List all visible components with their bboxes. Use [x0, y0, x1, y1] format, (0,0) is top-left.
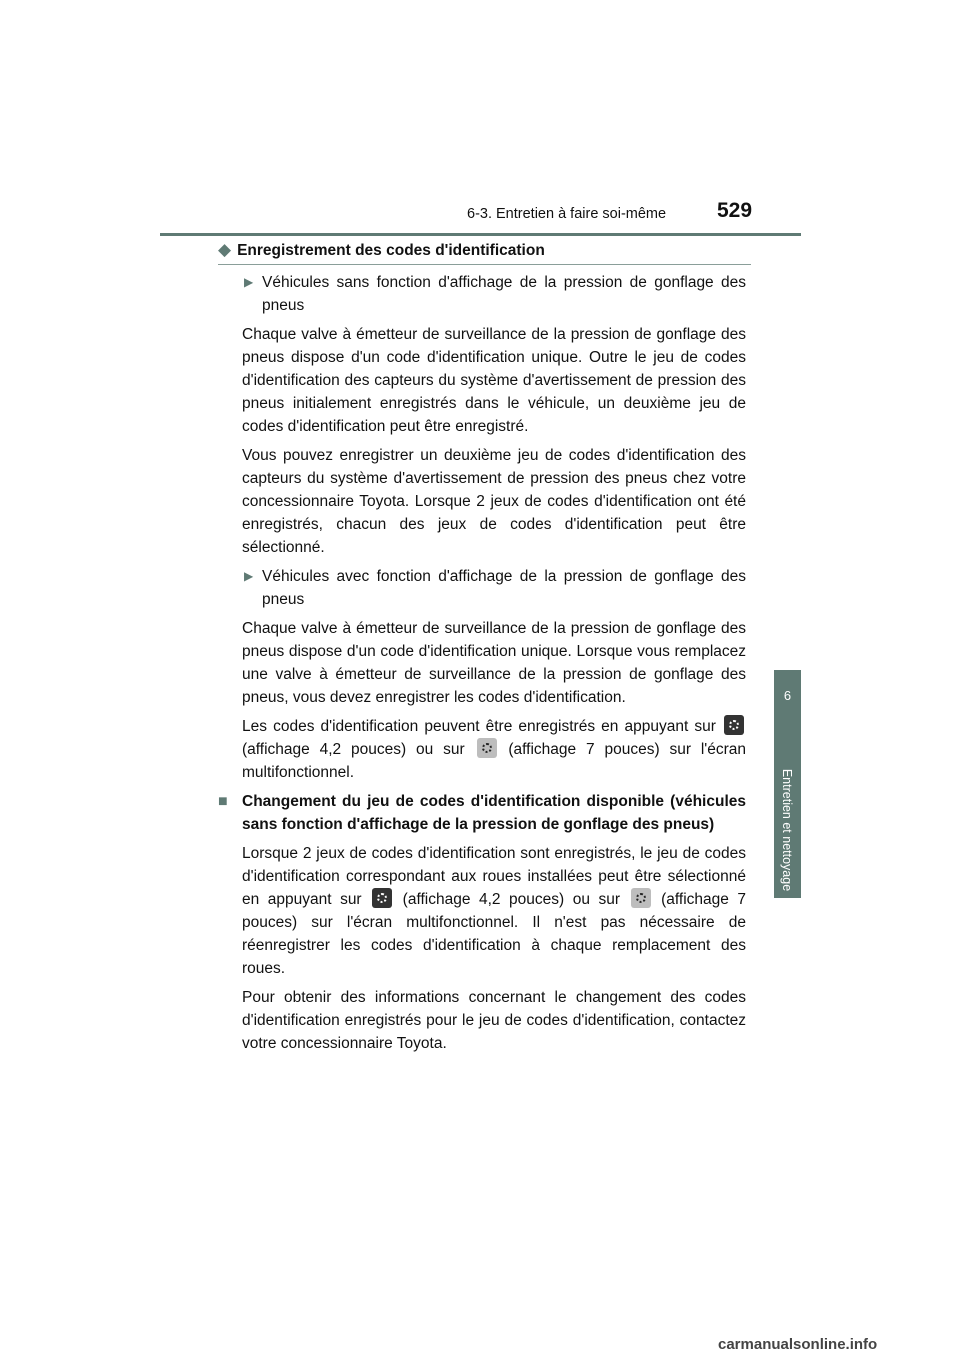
paragraph-with-icons [242, 842, 746, 980]
settings-icon [631, 888, 651, 908]
bullet-text: Véhicules avec fonction d'affichage de la pression de gonflage des pneus [262, 568, 746, 608]
settings-icon [372, 888, 392, 908]
paragraph: Chaque valve à émetteur de surveillance de la pression de gonflage des pneus dispose d'un code d'identification unique. Outre le jeu de codes d'identification des capteurs du système d'avertissement de pression des pneus initialement enregistrés dans le véhicule, un deuxième jeu de codes d'identification peut être enregistré. [242, 326, 746, 435]
chapter-label: Entretien et nettoyage [780, 768, 794, 892]
arrow-bullet-icon: ▶ [244, 275, 254, 289]
watermark: carmanualsonline.info [718, 1336, 878, 1353]
diamond-icon: ◆ [218, 240, 232, 259]
paragraph: Vous pouvez enregistrer un deuxième jeu de codes d'identification des capteurs du système d'avertissement de pression des pneus chez votre concessionnaire Toyota. Lorsque 2 jeux de codes d'identification ont été enregistrés, chacun des jeux de codes d'identification peut être sélectionné. [242, 447, 746, 556]
text-segment: Lorsque 2 jeux de codes d'identification sont enregistrés, le jeu de codes d'identification correspondant aux roues installées peut être sélectionné en appuyant sur [242, 845, 746, 908]
header-rule [160, 233, 801, 236]
page-number: 529 [717, 199, 753, 222]
subheading [218, 240, 751, 260]
section-heading-text: Changement du jeu de codes d'identification disponible (véhicules sans fonction d'affichage de la pression de gonflage des pneus) [242, 793, 746, 833]
header-section-title: 6-3. Entretien à faire soi-même [467, 206, 667, 222]
bullet-item [242, 565, 746, 611]
paragraph: Pour obtenir des informations concernant le changement des codes d'identification enregistrés pour le jeu de codes d'identification, contactez votre concessionnaire Toyota. [242, 989, 746, 1052]
paragraph-with-icons [242, 715, 746, 784]
page-content [218, 271, 747, 1061]
text-segment: (affichage 4,2 pouces) ou sur [402, 891, 621, 908]
subheading-rule [218, 264, 751, 265]
text-segment: Les codes d'identification peuvent être enregistrés en appuyant sur [242, 718, 716, 735]
square-bullet-icon: ■ [218, 793, 228, 810]
bullet-text: Véhicules sans fonction d'affichage de la pression de gonflage des pneus [262, 274, 746, 314]
chapter-number: 6 [783, 688, 792, 703]
bullet-item [242, 271, 746, 317]
settings-icon [477, 738, 497, 758]
paragraph: Chaque valve à émetteur de surveillance de la pression de gonflage des pneus dispose d'un code d'identification unique. Lorsque vous remplacez une valve à émetteur de surveillance de la pression de gonflage des pneus, vous devez enregistrer les codes d'identification. [242, 620, 746, 706]
text-segment: (affichage 7 pouces) sur l'écran multifonctionnel. [242, 741, 747, 781]
chapter-side-tab [774, 670, 801, 898]
text-segment: (affichage 4,2 pouces) ou sur [242, 741, 465, 758]
text-segment: (affichage 7 pouces) sur l'écran multifonctionnel. Il n'est pas nécessaire de réenregistrer les codes d'identification à chaque remplacement des roues. [242, 891, 747, 977]
settings-icon [724, 715, 744, 735]
subheading-text: Enregistrement des codes d'identification [237, 242, 545, 259]
arrow-bullet-icon: ▶ [244, 569, 254, 583]
section-heading [218, 790, 746, 836]
